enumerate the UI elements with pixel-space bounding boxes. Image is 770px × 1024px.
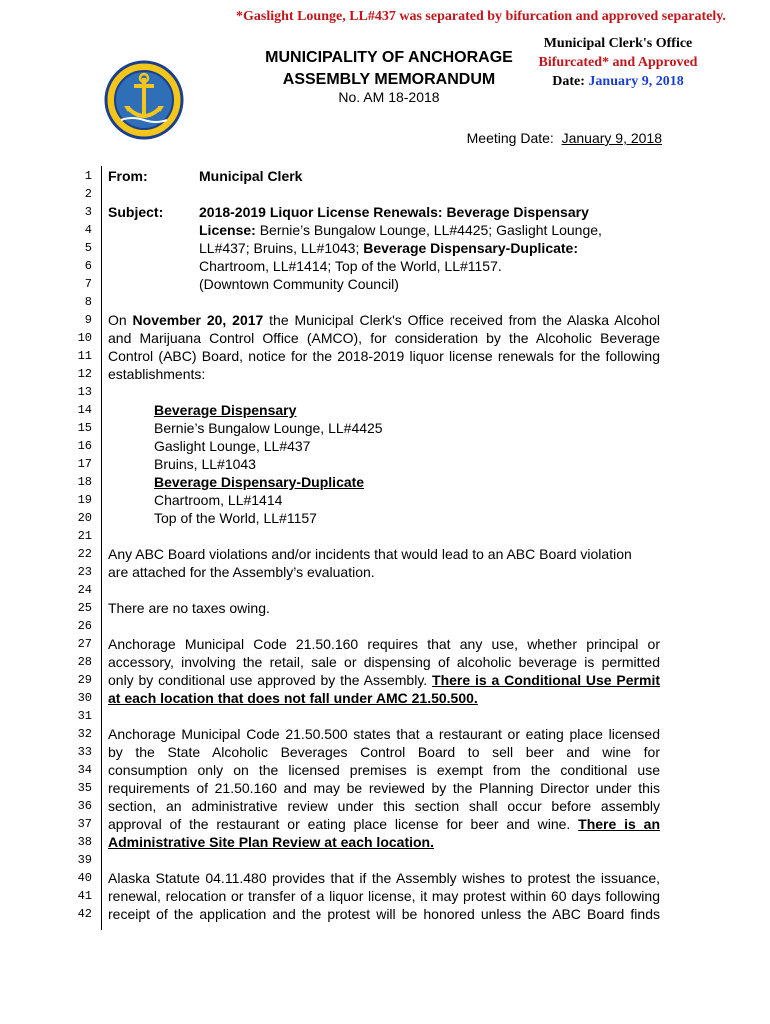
line-number: 41 bbox=[77, 889, 92, 903]
clerk-approval-stamp bbox=[526, 34, 710, 91]
line-number: 39 bbox=[77, 853, 92, 867]
line-number: 42 bbox=[77, 907, 92, 921]
line-number: 1 bbox=[84, 169, 92, 183]
bifurcation-note: *Gaslight Lounge, LL#437 was separated by bifurcation and approved separately. bbox=[236, 9, 726, 24]
line-number: 15 bbox=[77, 421, 92, 435]
para5-line-1: Anchorage Municipal Code 21.50.500 states that a restaurant or eating place licensed bbox=[108, 726, 660, 742]
line-number: 26 bbox=[77, 619, 92, 633]
para1-line-4: establishments: bbox=[108, 366, 206, 382]
stamp-date-label: Date: bbox=[552, 74, 585, 89]
para4-emphasis: There is a Conditional Use Permit bbox=[432, 672, 660, 688]
para1-line-3: Control (ABC) Board, notice for the 2018-2019 liquor license renewals for the following bbox=[108, 348, 660, 364]
para1-line-2: and Marijuana Control Office (AMCO), for consideration by the Alcoholic Beverage bbox=[108, 330, 660, 346]
from-line bbox=[108, 167, 660, 185]
municipality-title: MUNICIPALITY OF ANCHORAGE bbox=[265, 49, 513, 66]
establishment-item: Chartroom, LL#1414 bbox=[154, 492, 283, 508]
establishments-heading-2: Beverage Dispensary-Duplicate bbox=[154, 474, 365, 490]
para4-line-2: accessory, involving the retail, sale or dispensing of alcoholic beverage is permitted bbox=[108, 654, 660, 670]
meeting-date bbox=[467, 130, 662, 146]
line-number: 20 bbox=[77, 511, 92, 525]
line-number: 34 bbox=[77, 763, 92, 777]
subject-label: Subject: bbox=[108, 204, 164, 220]
para1-text-b: the Municipal Clerk's Office received from the Alaska Alcohol bbox=[263, 312, 660, 328]
line-number: 18 bbox=[77, 475, 92, 489]
line-number: 9 bbox=[84, 313, 92, 327]
line-number: 14 bbox=[77, 403, 92, 417]
line-number: 10 bbox=[77, 331, 92, 345]
establishment-item: Bernie’s Bungalow Lounge, LL#4425 bbox=[154, 420, 383, 436]
subject-text-3: LL#437; Bruins, LL#1043; bbox=[199, 240, 364, 256]
line-number: 6 bbox=[84, 259, 92, 273]
para2-line-1: Any ABC Board violations and/or incidents that would lead to an ABC Board violation bbox=[108, 546, 632, 562]
para4-text: only by conditional use approved by the Assembly. bbox=[108, 672, 433, 688]
establishment-item: Top of the World, LL#1157 bbox=[154, 510, 317, 526]
memo-header bbox=[258, 47, 520, 91]
establishment-item: Gaslight Lounge, LL#437 bbox=[154, 438, 311, 454]
line-number: 16 bbox=[77, 439, 92, 453]
memo-title: ASSEMBLY MEMORANDUM bbox=[282, 71, 496, 88]
line-number: 7 bbox=[84, 277, 92, 291]
line-number: 24 bbox=[77, 583, 92, 597]
line-number: 12 bbox=[77, 367, 92, 381]
para6-line-3: receipt of the application and the protest will be honored unless the ABC Board finds bbox=[108, 906, 660, 922]
from-value: Municipal Clerk bbox=[199, 168, 303, 184]
para5-line-7: Administrative Site Plan Review at each location. bbox=[108, 834, 434, 850]
line-number: 35 bbox=[77, 781, 92, 795]
line-number: 36 bbox=[77, 799, 92, 813]
para1-date: November 20, 2017 bbox=[132, 312, 264, 328]
municipality-seal-icon bbox=[104, 60, 184, 140]
para5-line-3: consumption only on the licensed premises is exempt from the conditional use bbox=[108, 762, 660, 778]
stamp-office: Municipal Clerk's Office bbox=[543, 36, 693, 51]
line-number: 8 bbox=[84, 295, 92, 309]
para2-line-2: are attached for the Assembly’s evaluation. bbox=[108, 564, 375, 580]
line-number: 13 bbox=[77, 385, 92, 399]
para6-line-1: Alaska Statute 04.11.480 provides that if the Assembly wishes to protest the issuance, bbox=[108, 870, 660, 886]
line-number-gutter bbox=[50, 167, 92, 923]
subject-text-2-bold: License: bbox=[199, 222, 256, 238]
meeting-date-label: Meeting Date: bbox=[466, 130, 554, 146]
meeting-date-value: January 9, 2018 bbox=[561, 130, 662, 146]
stamp-date-line bbox=[526, 72, 710, 91]
subject-text-4: Chartroom, LL#1414; Top of the World, LL#1157. bbox=[199, 258, 502, 274]
line-number: 23 bbox=[77, 565, 92, 579]
line-number: 5 bbox=[84, 241, 92, 255]
para5-line-5: section, an administrative review under this section shall occur before assembly bbox=[108, 798, 660, 814]
subject-text-5: (Downtown Community Council) bbox=[199, 276, 399, 292]
line-number: 30 bbox=[77, 691, 92, 705]
line-number: 22 bbox=[77, 547, 92, 561]
line-number: 21 bbox=[77, 529, 92, 543]
line-number: 17 bbox=[77, 457, 92, 471]
line-number: 32 bbox=[77, 727, 92, 741]
memo-body bbox=[108, 167, 660, 923]
stamp-status: Bifurcated* and Approved bbox=[538, 55, 698, 70]
establishments-heading-1: Beverage Dispensary bbox=[154, 402, 297, 418]
line-number: 27 bbox=[77, 637, 92, 651]
from-label: From: bbox=[108, 168, 148, 184]
line-number: 2 bbox=[84, 187, 92, 201]
line-number: 28 bbox=[77, 655, 92, 669]
para4-line-3 bbox=[108, 671, 660, 689]
para4-line-4: at each location that does not fall under AMC 21.50.500. bbox=[108, 690, 478, 706]
line-number: 31 bbox=[77, 709, 92, 723]
line-number: 25 bbox=[77, 601, 92, 615]
para5-line-4: requirements of 21.50.160 and may be reviewed by the Planning Director under this bbox=[108, 780, 660, 796]
para5-emphasis: There is an bbox=[578, 816, 660, 832]
line-number: 33 bbox=[77, 745, 92, 759]
line-number: 40 bbox=[77, 871, 92, 885]
para1-text-a: On bbox=[108, 312, 133, 328]
line-number: 19 bbox=[77, 493, 92, 507]
subject-text-3-bold: Beverage Dispensary-Duplicate: bbox=[363, 240, 579, 256]
subject-text-1: 2018-2019 Liquor License Renewals: Beverage Dispensary bbox=[199, 204, 589, 220]
para5-line-2: by the State Alcoholic Beverages Control Board to sell beer and wine for bbox=[108, 744, 660, 760]
line-number: 38 bbox=[77, 835, 92, 849]
para4-line-1: Anchorage Municipal Code 21.50.160 requires that any use, whether principal or bbox=[108, 636, 660, 652]
line-number: 3 bbox=[84, 205, 92, 219]
gutter-rule bbox=[101, 166, 102, 930]
line-number: 37 bbox=[77, 817, 92, 831]
line-number: 11 bbox=[77, 349, 92, 363]
para6-line-2: renewal, relocation or transfer of a liquor license, it may protest within 60 days following bbox=[108, 888, 660, 904]
para5-line-6 bbox=[108, 815, 660, 833]
memo-number: No. AM 18-2018 bbox=[338, 89, 440, 105]
para5-text: approval of the restaurant or eating place license for beer and wine. bbox=[108, 816, 579, 832]
stamp-date-value: January 9, 2018 bbox=[588, 74, 684, 89]
line-number: 4 bbox=[84, 223, 92, 237]
subject-text-2: Bernie’s Bungalow Lounge, LL#4425; Gaslight Lounge, bbox=[255, 222, 602, 238]
subject-line bbox=[108, 203, 660, 221]
para3-line-1: There are no taxes owing. bbox=[108, 600, 270, 616]
line-number: 29 bbox=[77, 673, 92, 687]
establishment-item: Bruins, LL#1043 bbox=[154, 456, 256, 472]
para1-line-1 bbox=[108, 311, 660, 329]
